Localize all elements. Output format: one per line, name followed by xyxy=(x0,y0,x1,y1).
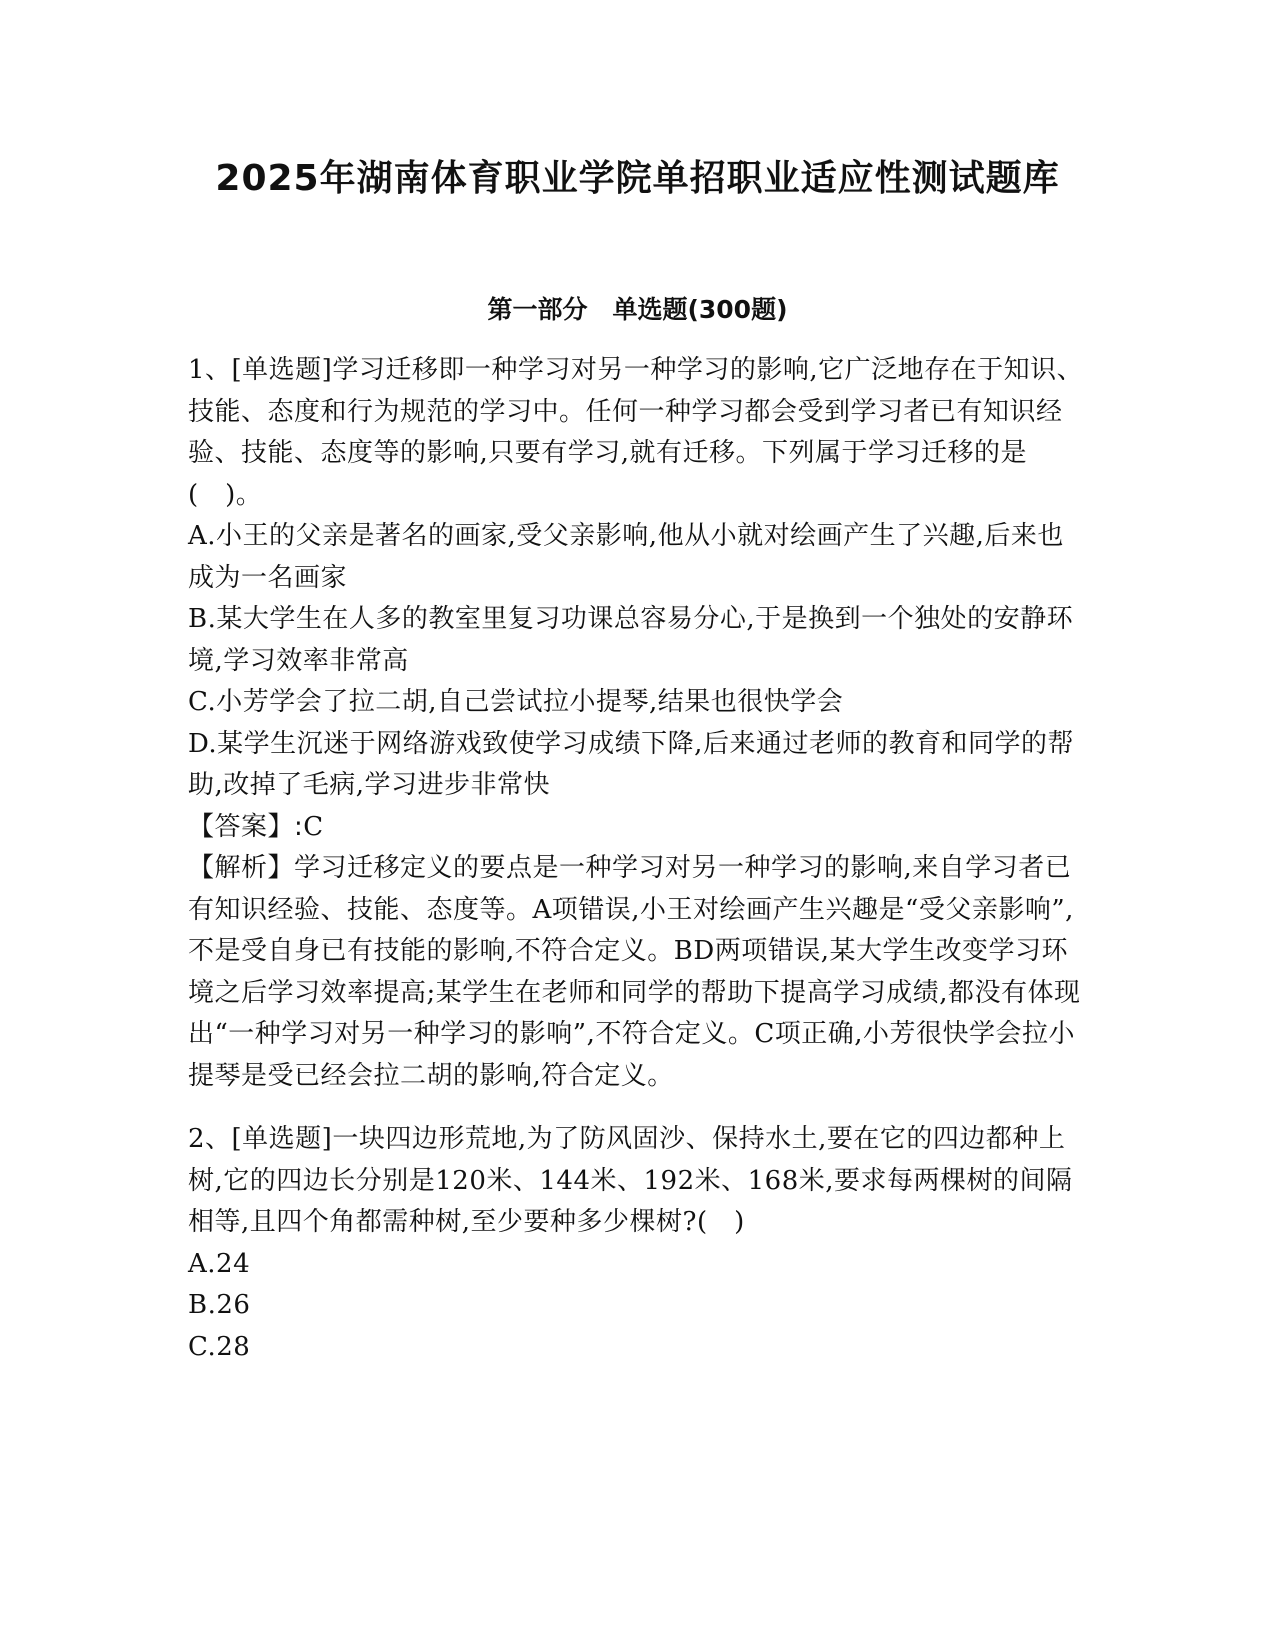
option-b: B.26 xyxy=(188,1290,251,1320)
option-c: C.小芳学会了拉二胡,自己尝试拉小提琴,结果也很快学会 xyxy=(188,687,844,717)
question-2 xyxy=(188,1119,1088,1368)
section-heading: 第一部分 单选题(300题) xyxy=(487,295,788,324)
option-c: C.28 xyxy=(188,1331,251,1362)
answer-value: C xyxy=(303,811,324,842)
question-stem: 2、[单选题]一块四边形荒地,为了防风固沙、保持水土,要在它的四边都种上树,它的四边长分别是120米、144米、192米、168米,要求每两棵树的间隔相等,且四个角都需种树,至少要种多少棵树?( ) xyxy=(188,1124,1073,1237)
analysis-text: 学习迁移定义的要点是一种学习对另一种学习的影响,来自学习者已有知识经验、技能、态度等。A项错误,小王对绘画产生兴趣是“受父亲影响”,不是受自身已有技能的影响,不符合定义。BD两项错误,某大学生改变学习环境之后学习效率提高;某学生在老师和同学的帮助下提高学习成绩,都没有体现出“一种学习对另一种学习的影响”,不符合定义。C项正确,小芳很快学会拉小提琴是受已经会拉二胡的影响,符合定义。 xyxy=(188,853,1081,1091)
question-1 xyxy=(188,350,1088,1097)
option-a: A.24 xyxy=(188,1248,251,1279)
option-d: D.某学生沉迷于网络游戏致使学习成绩下降,后来通过老师的教育和同学的帮助,改掉了毛病,学习进步非常快 xyxy=(188,728,1074,800)
analysis-paragraph xyxy=(188,848,1088,1097)
question-stem: 1、[单选题]学习迁移即一种学习对另一种学习的影响,它广泛地存在于知识、技能、态度和行为规范的学习中。任何一种学习都会受到学习者已有知识经验、技能、态度等的影响,只要有学习,就有迁移。下列属于学习迁移的是( )。 xyxy=(188,355,1084,510)
option-b: B.某大学生在人多的教室里复习功课总容易分心,于是换到一个独处的安静环境,学习效率非常高 xyxy=(188,604,1074,676)
answer-line xyxy=(188,807,1088,849)
question-list xyxy=(188,350,1088,1390)
answer-label: 【答案】: xyxy=(188,811,304,842)
document-title: 2025年湖南体育职业学院单招职业适应性测试题库 xyxy=(215,158,1060,199)
analysis-label: 【解析】 xyxy=(188,853,295,883)
option-a: A.小王的父亲是著名的画家,受父亲影响,他从小就对绘画产生了兴趣,后来也成为一名画家 xyxy=(188,521,1064,593)
